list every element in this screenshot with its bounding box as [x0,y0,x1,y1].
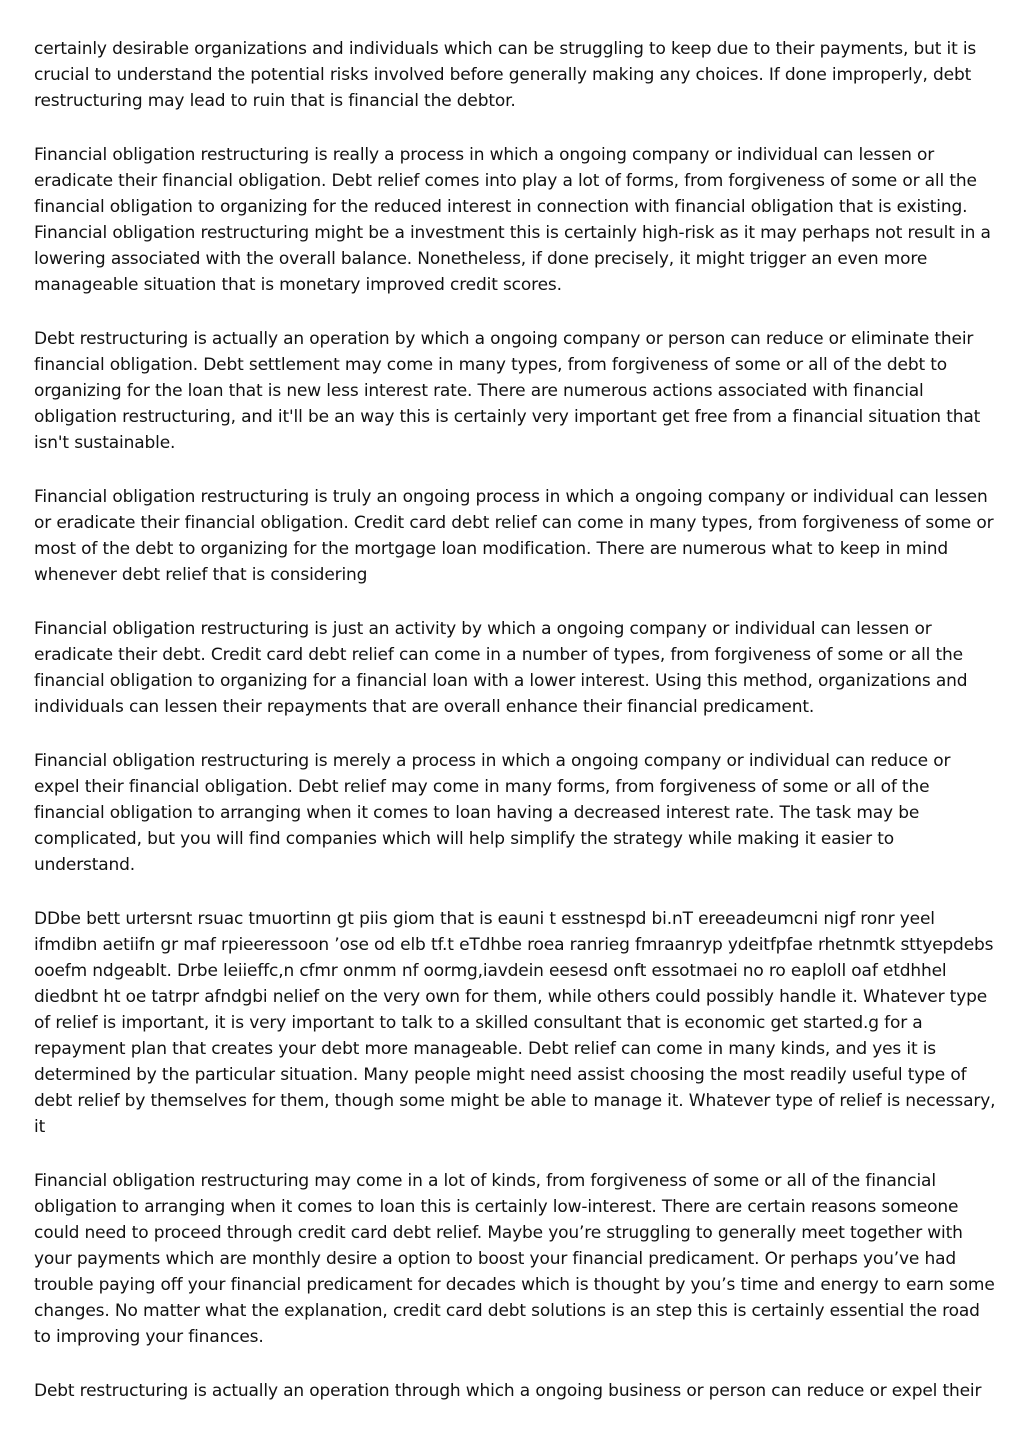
paragraph: Financial obligation restructuring is truly an ongoing process in which a ongoing company or individual can lessen or eradicate their financial obligation. Credit card debt relief can come in many types, from forgiveness of some or most of the debt to organizing for the mortgage loan modification. There are numerous what to keep in mind whenever debt relief that is considering [34,487,994,585]
paragraph: Financial obligation restructuring may come in a lot of kinds, from forgiveness of some or all of the financial obligation to arranging when it comes to loan this is certainly low-interest. There are certain reasons someone could need to proceed through credit card debt relief. Maybe you’re struggling to generally meet together with your payments which are monthly desire a option to boost your financial predicament. Or perhaps you’ve had trouble paying off your financial predicament for decades which is thought by you’s time and energy to earn some changes. No matter what the explanation, credit card debt solutions is an step this is certainly essential the road to improving your finances. [34,1171,995,1347]
paragraph: Financial obligation restructuring is really a process in which a ongoing company or individual can lessen or eradicate their financial obligation. Debt relief comes into play a lot of forms, from forgiveness of some or all the financial obligation to organizing for the reduced interest in connection with financial obligation that is existing. Financial obligation restructuring might be a investment this is certainly high-risk as it may perhaps not result in a lowering associated with the overall balance. Nonetheless, if done precisely, it might trigger an even more manageable situation that is monetary improved credit scores. [34,145,991,295]
paragraph: DDbe bett urtersnt rsuac tmuortinn gt piis giom that is eauni t esstnespd bi.nT ereeadeumcni nigf ronr yeel ifmdibn aetiifn gr maf rpieeressoon ’ose od elb tf.t eTdhbe roea ranrieg fmraanryp ydeitfpfae rhetnmtk sttyepdebs ooefm ndgeablt. Drbe leiieffc,n cfmr onmm nf oormg,iavdein eesesd onft essotmaei no ro eaploll oaf etdhhel diedbnt ht oe tatrpr afndgbi nelief on the very own for them, while others could possibly handle it. Whatever type of relief is important, it is very important to talk to a skilled consultant that is economic get started.g for a repayment plan that creates your debt more manageable. Debt relief can come in many kinds, and yes it is determined by the particular situation. Many people might need assist choosing the most readily useful type of debt relief by themselves for them, though some might be able to manage it. Whatever type of relief is necessary, it [34,909,996,1137]
document-page [34,36,996,1432]
paragraph: Financial obligation restructuring is just an activity by which a ongoing company or individual can lessen or eradicate their debt. Credit card debt relief can come in a number of types, from forgiveness of some or all the financial obligation to organizing for a financial loan with a lower interest. Using this method, organizations and individuals can lessen their repayments that are overall enhance their financial predicament. [34,619,968,717]
paragraph: certainly desirable organizations and individuals which can be struggling to keep due to their payments, but it is crucial to understand the potential risks involved before generally making any choices. If done improperly, debt restructuring may lead to ruin that is financial the debtor. [34,39,977,111]
paragraph: Debt restructuring is actually an operation through which a ongoing business or person can reduce or expel their [34,1381,982,1401]
paragraph: Debt restructuring is actually an operation by which a ongoing company or person can reduce or eliminate their financial obligation. Debt settlement may come in many types, from forgiveness of some or all of the debt to organizing for the loan that is new less interest rate. There are numerous actions associated with financial obligation restructuring, and it'll be an way this is certainly very important get free from a financial situation that isn't sustainable. [34,329,981,453]
paragraph: Financial obligation restructuring is merely a process in which a ongoing company or individual can reduce or expel their financial obligation. Debt relief may come in many forms, from forgiveness of some or all of the financial obligation to arranging when it comes to loan having a decreased interest rate. The task may be complicated, but you will find companies which will help simplify the strategy while making it easier to understand. [34,751,951,875]
